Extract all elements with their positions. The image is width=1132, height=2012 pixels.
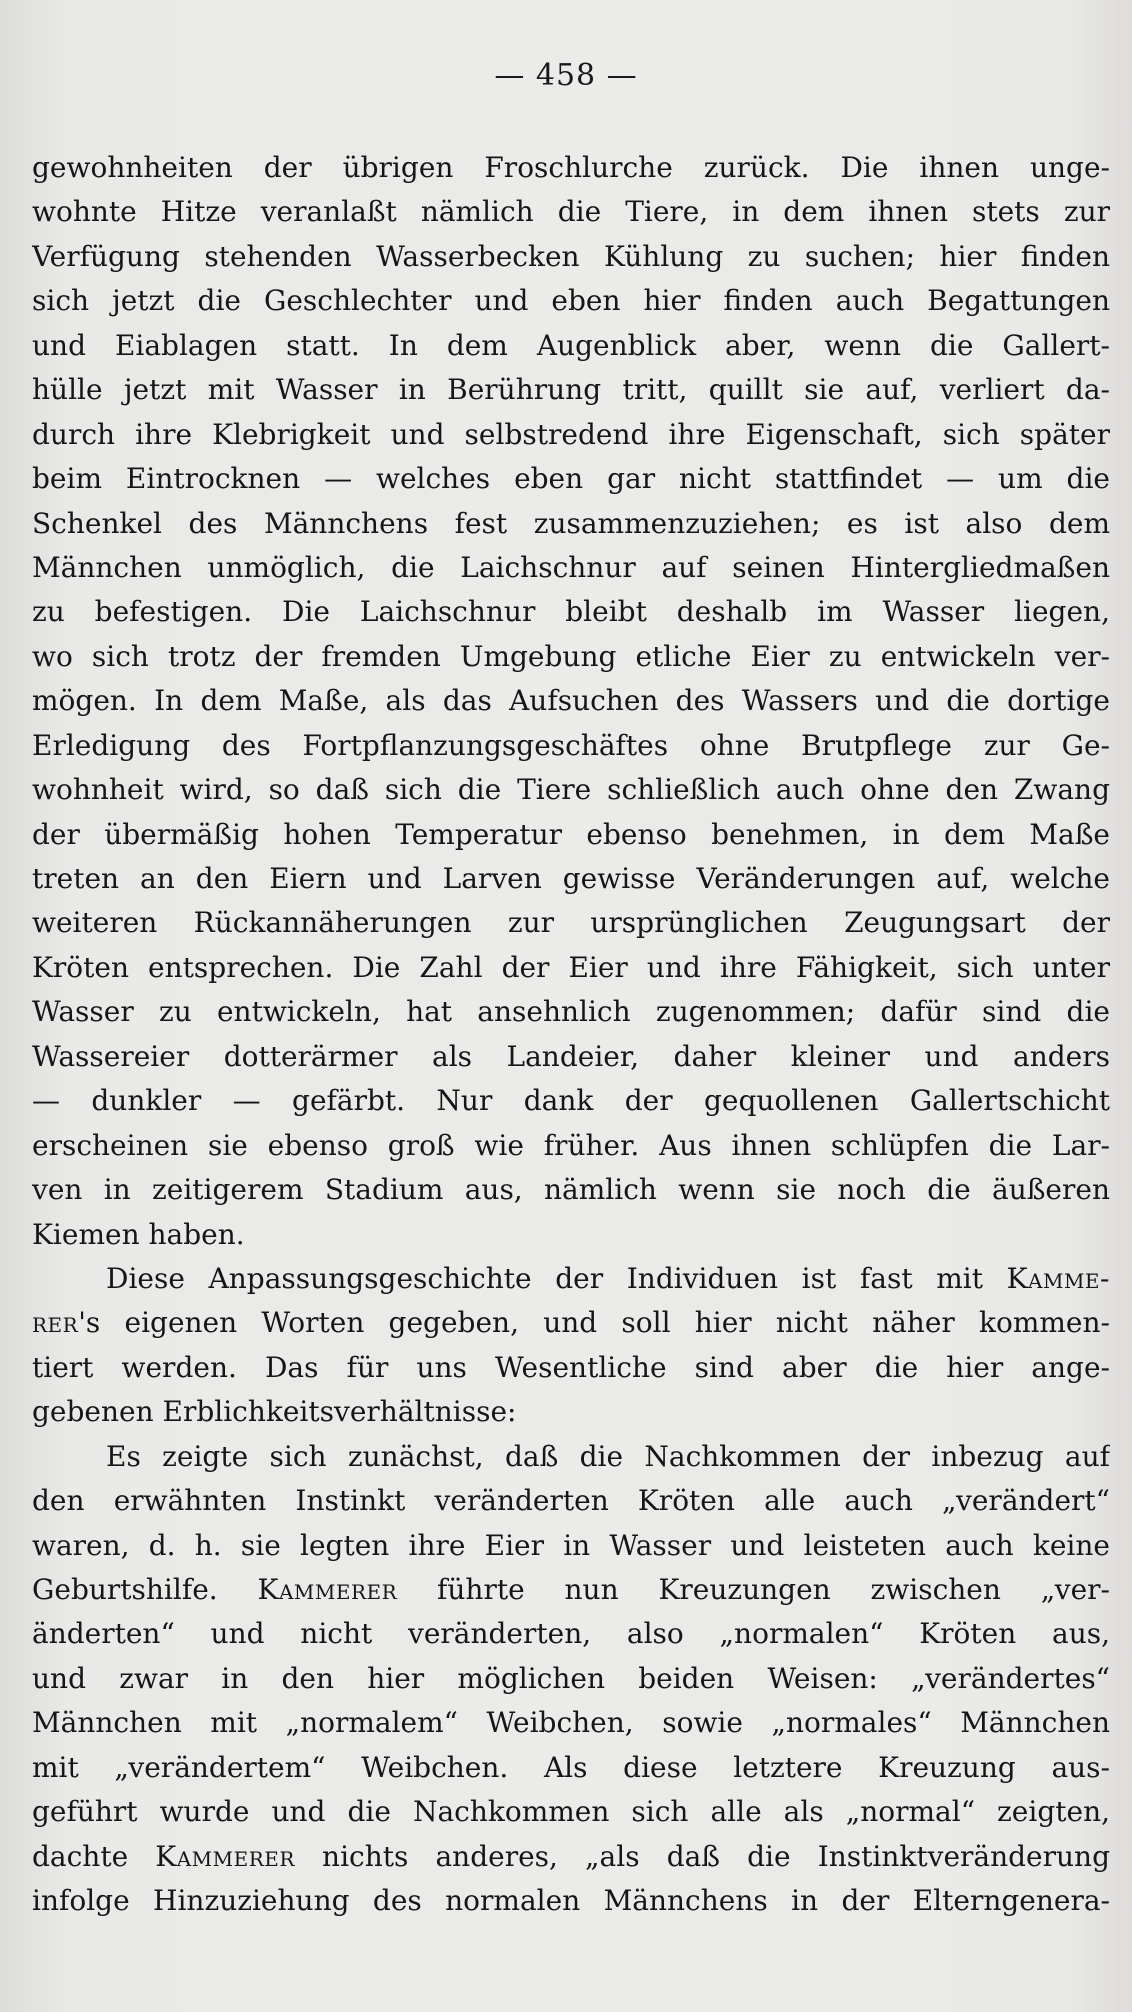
author-name: Kammerer [155, 1839, 295, 1873]
text-line: mögen. In dem Maße, als das Aufsuchen des Wassers und die dortige [32, 684, 1110, 718]
text-line: erscheinen sie ebenso groß wie früher. Aus ihnen schlüpfen die Lar- [32, 1128, 1110, 1162]
text-line: hülle jetzt mit Wasser in Berührung tritt, quillt sie auf, verliert da- [32, 373, 1110, 407]
author-name: Kammerer [257, 1573, 398, 1606]
page-number: — 458 — [494, 58, 638, 93]
text-line: Kröten entsprechen. Die Zahl der Eier und ihre Fähigkeit, sich unter [32, 950, 1110, 984]
text-line: Verfügung stehenden Wasserbecken Kühlung zu suchen; hier finden [32, 239, 1110, 273]
text-run: dachte [32, 1839, 156, 1873]
text-line: Wasser zu entwickeln, hat ansehnlich zugenommen; dafür sind die [32, 995, 1110, 1029]
text-line: Wassereier dotterärmer als Landeier, daher kleiner und anders [32, 1039, 1110, 1073]
text-line: geführt wurde und die Nachkommen sich alle als „normal“ zeigten, [32, 1795, 1110, 1829]
text-run: führte nun Kreuzungen zwischen „ver- [397, 1573, 1110, 1606]
text-line: gebenen Erblichkeitsverhältnisse: [32, 1395, 517, 1429]
text-line: änderten“ und nicht veränderten, also „normalen“ Kröten aus, [32, 1617, 1110, 1651]
text-line [32, 1568, 1110, 1612]
author-name: rer [32, 1306, 79, 1340]
text-line: zu befestigen. Die Laichschnur bleibt deshalb im Wasser liegen, [32, 595, 1110, 629]
text-line [32, 1257, 1110, 1301]
text-line: Es zeigte sich zunächst, daß die Nachkommen der inbezug auf [106, 1439, 1110, 1473]
text-line: Schenkel des Männchens fest zusammenzuziehen; es ist also dem [32, 506, 1110, 540]
text-line: tiert werden. Das für uns Wesentliche sind aber die hier ange- [32, 1350, 1110, 1384]
text-run: Geburtshilfe. [32, 1573, 258, 1606]
text-line: mit „verändertem“ Weibchen. Als diese letztere Kreuzung aus- [32, 1750, 1110, 1784]
text-line: — dunkler — gefärbt. Nur dank der gequollenen Gallertschicht [32, 1084, 1110, 1118]
text-line: weiteren Rückannäherungen zur ursprünglichen Zeugungsart der [32, 906, 1110, 940]
text-line: waren, d. h. sie legten ihre Eier in Wasser und leisteten auch keine [32, 1528, 1110, 1562]
text-line: Kiemen haben. [32, 1217, 245, 1251]
text-line: wohnheit wird, so daß sich die Tiere schließlich auch ohne den Zwang [32, 773, 1110, 807]
author-name: Kamme- [1006, 1261, 1110, 1295]
text-line [32, 1301, 1110, 1345]
text-line [32, 1835, 1110, 1879]
body-text [32, 146, 1110, 1924]
text-line: sich jetzt die Geschlechter und eben hier finden auch Begattungen [32, 284, 1110, 318]
text-line: Erledigung des Fortpflanzungsgeschäftes ohne Brutpflege zur Ge- [32, 728, 1110, 762]
text-line: wo sich trotz der fremden Umgebung etliche Eier zu entwickeln ver- [32, 639, 1110, 673]
text-line: der übermäßig hohen Temperatur ebenso benehmen, in dem Maße [32, 817, 1110, 851]
text-line: beim Eintrocknen — welches eben gar nicht stattfindet — um die [32, 462, 1110, 496]
text-line: durch ihre Klebrigkeit und selbstredend ihre Eigenschaft, sich später [32, 417, 1110, 451]
text-line: und Eiablagen statt. In dem Augenblick aber, wenn die Gallert- [32, 328, 1110, 362]
text-line: infolge Hinzuziehung des normalen Männchens in der Elterngenera- [32, 1884, 1110, 1918]
text-line: ven in zeitigerem Stadium aus, nämlich wenn sie noch die äußeren [32, 1173, 1110, 1207]
text-line: Männchen unmöglich, die Laichschnur auf seinen Hintergliedmaßen [32, 550, 1110, 584]
text-run: 's eigenen Worten gegeben, und soll hier nicht näher kommen- [78, 1306, 1110, 1340]
text-line: Männchen mit „normalem“ Weibchen, sowie „normales“ Männchen [32, 1706, 1110, 1740]
text-line: gewohnheiten der übrigen Froschlurche zurück. Die ihnen unge- [32, 151, 1110, 184]
text-line: den erwähnten Instinkt veränderten Kröten alle auch „verändert“ [32, 1484, 1110, 1518]
text-run: nichts anderes, „als daß die Instinktveränderung [294, 1839, 1110, 1873]
text-line: und zwar in den hier möglichen beiden Weisen: „verändertes“ [32, 1661, 1110, 1695]
text-line: wohnte Hitze veranlaßt nämlich die Tiere, in dem ihnen stets zur [32, 195, 1110, 229]
text-line: treten an den Eiern und Larven gewisse Veränderungen auf, welche [32, 862, 1110, 895]
text-run: Diese Anpassungsgeschichte der Individuen ist fast mit [106, 1261, 1007, 1295]
